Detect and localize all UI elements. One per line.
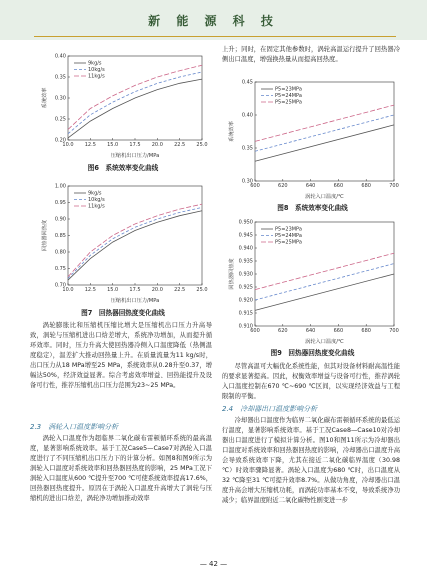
fig9-caption: 图9 回热器回热度变化曲线 <box>270 349 355 357</box>
fig8-x-tick-label: 700 <box>389 183 399 189</box>
journal-title: 新 能 源 科 技 <box>148 14 279 28</box>
fig9-y-tick-label: 0.915 <box>238 310 253 317</box>
fig8-series-line-2 <box>255 105 394 141</box>
fig6-x-tick-label: 25.0 <box>196 142 208 148</box>
fig7-y-tick-label: 0.95 <box>54 200 66 207</box>
fig6-y-tick-label: 0.20 <box>54 137 66 144</box>
fig6-y-tick-label: 0.25 <box>54 116 66 123</box>
fig7-legend-label: 10kg/s <box>88 197 105 204</box>
fig6-legend-label: 9kg/s <box>88 60 102 67</box>
fig7-x-tick-label: 15.0 <box>107 287 119 293</box>
fig7-y-tick-label: 0.90 <box>54 216 66 223</box>
fig8-x-tick-label: 640 <box>305 183 316 189</box>
fig7-y-tick-label: 0.80 <box>54 249 66 256</box>
section-2-3-heading: 2.3 涡轮入口温度影响分析 <box>30 423 119 431</box>
fig7-x-tick-label: 10.0 <box>62 287 74 293</box>
fig7-series-line-0 <box>68 211 202 280</box>
fig8-x-tick-label: 680 <box>361 183 371 189</box>
fig7-x-tick-label: 25.0 <box>196 287 208 293</box>
fig8-series-line-0 <box>255 125 394 161</box>
fig7-y-tick-label: 0.70 <box>54 282 66 289</box>
fig8-chart <box>225 76 400 201</box>
fig8-caption: 图8 系统效率变化曲线 <box>277 204 348 212</box>
fig8-y-axis-label: 系统效率 <box>229 121 235 142</box>
fig8-y-tick-label: 0.40 <box>241 112 253 119</box>
fig7-legend-label: 11kg/s <box>88 203 105 210</box>
fig6-x-tick-label: 22.5 <box>174 142 186 148</box>
fig7-x-axis-label: 压缩机出口压力/MPa <box>110 298 160 304</box>
fig6-y-axis-label: 系统效率 <box>42 87 48 109</box>
fig7-x-tick-label: 20.0 <box>151 287 163 293</box>
fig7-y-tick-label: 1.00 <box>54 183 66 190</box>
fig7-legend-label: 9kg/s <box>88 190 102 197</box>
fig7-x-tick-label: 12.5 <box>84 287 96 293</box>
fig8-legend-label: P5=24MPa <box>275 93 302 100</box>
fig9-y-tick-label: 0.920 <box>238 297 253 304</box>
fig9-y-tick-label: 0.935 <box>238 258 253 265</box>
fig6-series-line-0 <box>68 79 202 138</box>
fig9-series-line-0 <box>255 274 394 310</box>
fig9-x-tick-label: 680 <box>361 328 371 334</box>
right-text-block-3 <box>222 416 400 506</box>
fig7-series-line-1 <box>68 207 202 278</box>
fig6-legend-label: 10kg/s <box>88 67 105 74</box>
fig6-y-tick-label: 0.35 <box>54 74 66 81</box>
fig9-x-axis-label: 涡轮入口温度/℃ <box>305 339 344 345</box>
fig7-y-tick-label: 0.85 <box>54 233 66 240</box>
fig9-y-tick-label: 0.950 <box>238 219 253 226</box>
fig8-y-tick-label: 0.45 <box>241 79 253 86</box>
fig9-y-tick-label: 0.930 <box>238 271 253 278</box>
fig6-x-tick-label: 12.5 <box>84 142 96 148</box>
fig6-chart <box>38 50 208 160</box>
fig8-y-tick-label: 0.35 <box>241 145 253 152</box>
fig8-x-tick-label: 660 <box>333 183 344 189</box>
right-text-block-2 <box>222 362 400 402</box>
fig6-x-tick-label: 10.0 <box>62 142 74 148</box>
fig6-x-tick-label: 17.5 <box>129 142 141 148</box>
fig7-y-axis-label: 回热器回热度 <box>42 219 48 252</box>
fig6-x-tick-label: 20.0 <box>151 142 163 148</box>
fig9-y-tick-label: 0.940 <box>238 245 253 252</box>
page-number: — 42 — <box>199 560 228 568</box>
fig9-legend-label: P5=23MPa <box>275 226 302 233</box>
fig6-x-tick-label: 15.0 <box>107 142 119 148</box>
fig9-chart <box>225 216 400 346</box>
fig7-chart <box>38 180 208 305</box>
left-text-block-2 <box>30 434 212 504</box>
fig8-x-tick-label: 600 <box>250 183 260 189</box>
fig8-y-tick-label: 0.30 <box>241 178 253 185</box>
fig7-caption: 图7 回热器回热度变化曲线 <box>81 309 165 317</box>
fig8-series-line-1 <box>255 115 394 151</box>
left-paragraph-1: 涡轮膨胀比和压缩机压缩比增大是压缩机出口压力升高导致，涡轮与压缩机进出口焓差增大，系统净功增加，从而提升循环效率。同时，压力升高大使回热器冷侧入口温度降低（热侧温度稳定），温差扩大推动回热量上升。在质量流量为11 kg/s时，出口压力从18 MPa增至25 MPa，系统效率从0.28升至0.37，增幅达50%，经济效益显著。综合考虑效率增益、回热能提升及设备可行性，推荐压缩机出口压力范围为23~25 MPa。 <box>30 322 212 389</box>
fig6-caption: 图6 系统效率变化曲线 <box>87 164 159 172</box>
fig6-svg <box>38 50 208 160</box>
right-paragraph-2: 尽管高温可大幅优化系统性能，但其对设备材料耐高温性能的要求显著提高。因此，权衡效率增益与设备可行性，推荐涡轮入口温度控制在670 ℃~690 ℃区间，以实现经济效益与工程限制的平衡。 <box>222 363 400 400</box>
left-paragraph-2: 涡轮入口温度作为超临界二氧化碳布雷顿循环系统的最高温度，显著影响系统效率。基于工况Case5—Case7对涡轮入口温度进行了不同压缩机出口压力下的计算分析。如图8和图9所示为涡轮入口温度对系统效率和回热器回热度的影响，25 MPa工况下涡轮入口温度从600 ℃提升至700 ℃可使系统效率提高17.6%，回热器回热度提升。原因在于涡轮入口温度升高增大了涡轮与压缩机的进出口焓差，涡轮净功增加推动效率 <box>30 435 212 502</box>
fig9-x-tick-label: 620 <box>278 328 288 334</box>
fig9-y-tick-label: 0.945 <box>238 232 253 239</box>
fig9-svg <box>225 216 400 346</box>
fig6-x-axis-label: 压缩机出口压力/MPa <box>110 153 160 159</box>
section-2-4-heading: 2.4 冷却器出口温度影响分析 <box>222 405 318 413</box>
fig8-svg <box>225 76 400 201</box>
fig8-x-axis-label: 涡轮入口温度/℃ <box>305 194 344 200</box>
fig9-y-tick-label: 0.925 <box>238 284 253 291</box>
fig7-x-tick-label: 22.5 <box>174 287 186 293</box>
fig9-legend-label: P5=25MPa <box>275 239 302 246</box>
fig9-x-tick-label: 660 <box>333 328 344 334</box>
fig7-y-tick-label: 0.75 <box>54 266 66 273</box>
fig9-x-tick-label: 640 <box>305 328 316 334</box>
fig9-x-tick-label: 700 <box>389 328 399 334</box>
fig9-y-axis-label: 回热器回热度 <box>229 258 235 290</box>
fig8-legend-label: P5=25MPa <box>275 99 302 106</box>
right-text-block-1 <box>222 45 400 65</box>
fig7-x-tick-label: 17.5 <box>129 287 141 293</box>
fig6-series-line-1 <box>68 72 202 134</box>
right-paragraph-3: 冷却器出口温度作为临界二氧化碳布雷顿循环系统的最低运行温度，显著影响系统效率。基于工况Case8—Case10对冷却器出口温度进行了模拟计算分析。图10和图11所示为冷却器出口温度对系统效率和回热器回热度的影响，冷却器出口温度升高会导致系统效率下降，尤其在接近二氧化碳临界温度（30.98 ℃）时效率骤降显著。涡轮入口温度为680 ℃时，出口温度从32 ℃降至31 ℃可提升效率8.7%。从做功角度，冷却器出口温度升高会增大压缩机功耗，而涡轮功率基本不变，导致系统净功减少；临界温度附近二氧化碳物性剧变进一步 <box>222 417 400 504</box>
fig6-y-tick-label: 0.30 <box>54 95 66 102</box>
fig8-legend-label: P5=23MPa <box>275 86 302 93</box>
fig9-x-tick-label: 600 <box>250 328 260 334</box>
fig9-series-line-2 <box>255 253 394 289</box>
left-text-block-1 <box>30 321 212 391</box>
fig8-x-tick-label: 620 <box>278 183 288 189</box>
journal-header <box>0 0 427 40</box>
header-rule <box>34 36 396 37</box>
fig6-y-tick-label: 0.40 <box>54 53 66 60</box>
fig7-svg <box>38 180 208 305</box>
fig9-y-tick-label: 0.910 <box>238 323 253 330</box>
right-paragraph-1: 上升；同时，在固定其他参数时，涡轮高温运行提升了回热器冷侧出口温度，增强换热量从而提高回热度。 <box>222 46 400 63</box>
fig6-legend-label: 11kg/s <box>88 73 105 80</box>
fig9-legend-label: P5=24MPa <box>275 233 302 240</box>
fig9-series-line-1 <box>255 264 394 300</box>
